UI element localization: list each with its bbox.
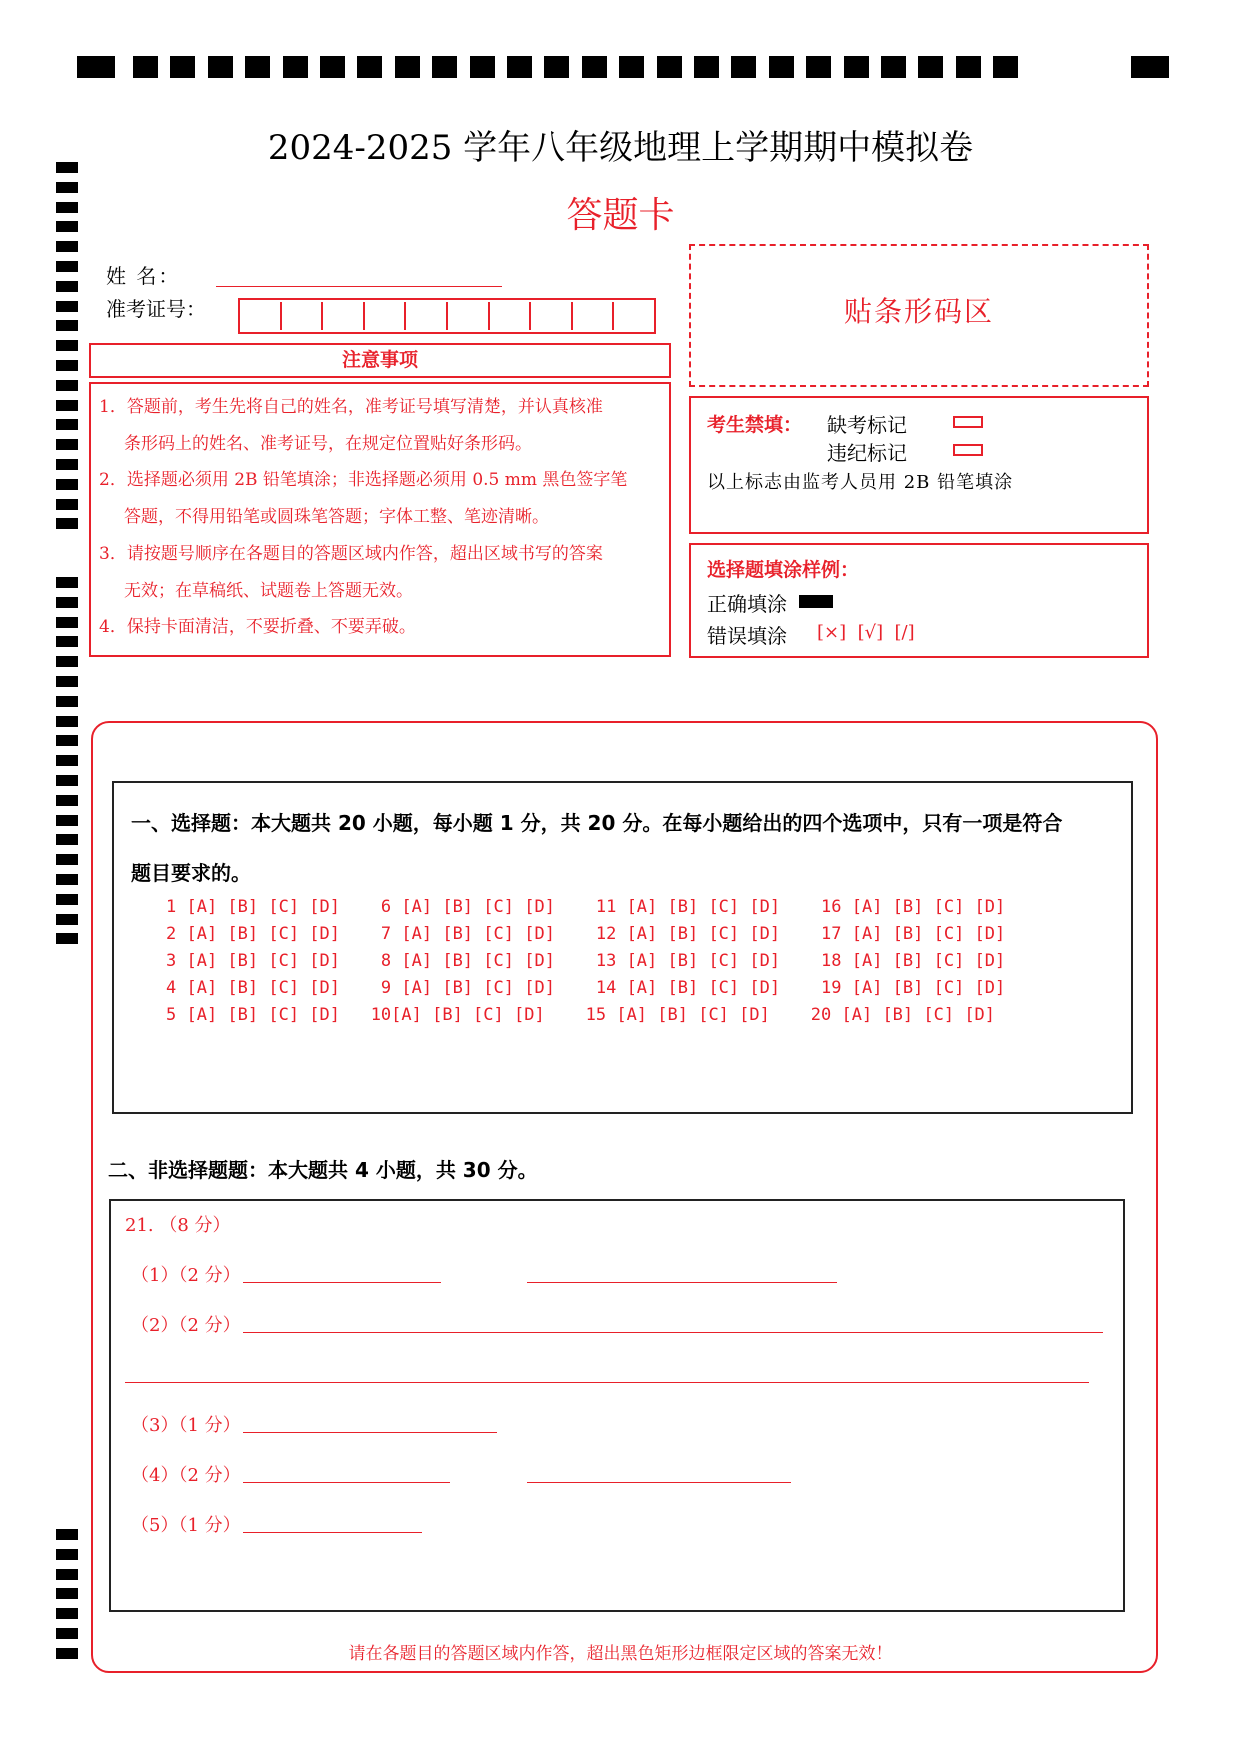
fill-example-panel xyxy=(689,543,1149,658)
choice-row[interactable]: 2 [A] [B] [C] [D] 7 [A] [B] [C] [D] 12 [A] [B] [C] [D] 17 [A] [B] [C] [D] xyxy=(166,924,1006,944)
timing-mark xyxy=(56,479,78,490)
timing-mark xyxy=(56,459,78,470)
prohibit-title: 考生禁填： xyxy=(707,414,803,436)
timing-mark xyxy=(170,56,195,78)
timing-mark xyxy=(133,56,158,78)
part-4-answer-line[interactable] xyxy=(243,1482,450,1483)
timing-mark xyxy=(56,419,78,430)
part-4-answer-line[interactable] xyxy=(527,1482,791,1483)
choice-row[interactable]: 3 [A] [B] [C] [D] 8 [A] [B] [C] [D] 13 [A] [B] [C] [D] 18 [A] [B] [C] [D] xyxy=(166,951,1006,971)
wrong-fill-label: 错误填涂 xyxy=(707,624,787,648)
timing-mark xyxy=(56,320,78,331)
timing-mark xyxy=(283,56,308,78)
timing-mark xyxy=(56,696,78,707)
absent-mark-box[interactable] xyxy=(953,416,983,428)
part-3-answer-line[interactable] xyxy=(243,1432,497,1433)
absent-label: 缺考标记 xyxy=(827,413,907,437)
timing-mark xyxy=(56,933,78,944)
section1-heading: 一、选择题：本大题共 20 小题，每小题 1 分，共 20 分。在每小题给出的四个选项中，只有一项是符合 xyxy=(131,811,1063,835)
timing-mark xyxy=(582,56,607,78)
timing-mark xyxy=(56,1569,78,1580)
name-label: 姓 名： xyxy=(106,264,181,288)
timing-mark xyxy=(56,676,78,687)
timing-mark xyxy=(806,56,831,78)
notice-line: 1．答题前，考生先将自己的姓名，准考证号填写清楚，并认真核准 xyxy=(99,397,603,417)
timing-mark xyxy=(544,56,569,78)
part-1-answer-line[interactable] xyxy=(527,1282,837,1283)
timing-mark xyxy=(56,617,78,628)
notice-title: 注意事项 xyxy=(89,343,671,378)
notice-line: 2．选择题必须用 2B 铅笔填涂；非选择题必须用 0.5 mm 黑色签字笔 xyxy=(99,470,628,490)
part-5-label: （5）（1 分） xyxy=(131,1515,241,1536)
timing-mark xyxy=(56,755,78,766)
timing-mark xyxy=(56,499,78,510)
part-1-answer-line[interactable] xyxy=(243,1282,441,1283)
multiple-choice-box xyxy=(112,781,1133,1114)
timing-mark xyxy=(731,56,756,78)
part-2-label: （2）（2 分） xyxy=(131,1315,241,1336)
timing-mark xyxy=(56,854,78,865)
section1-heading-cont: 题目要求的。 xyxy=(131,861,251,885)
violation-label: 违纪标记 xyxy=(827,441,907,465)
timing-mark xyxy=(56,241,78,252)
part-1-label: （1）（2 分） xyxy=(131,1265,241,1286)
notice-line: 答题，不得用铅笔或圆珠笔答题；字体工整、笔迹清晰。 xyxy=(124,507,549,527)
timing-mark xyxy=(1131,56,1169,78)
timing-mark xyxy=(56,874,78,885)
timing-mark xyxy=(56,1608,78,1619)
timing-mark xyxy=(208,56,233,78)
violation-mark-box[interactable] xyxy=(953,444,983,456)
timing-mark xyxy=(56,735,78,746)
timing-mark xyxy=(619,56,644,78)
timing-mark xyxy=(56,716,78,727)
part-2-answer-line[interactable] xyxy=(243,1332,1103,1333)
timing-mark xyxy=(56,1588,78,1599)
timing-mark xyxy=(956,56,981,78)
timing-mark xyxy=(56,400,78,411)
notice-line: 4．保持卡面清洁，不要折叠、不要弄破。 xyxy=(99,617,416,637)
name-field[interactable] xyxy=(216,286,502,287)
section2-heading: 二、非选择题题：本大题共 4 小题，共 30 分。 xyxy=(108,1158,538,1182)
timing-mark xyxy=(657,56,682,78)
part-3-label: （3）（1 分） xyxy=(131,1415,241,1436)
notice-panel xyxy=(89,382,671,657)
prohibit-panel xyxy=(689,396,1149,534)
timing-mark xyxy=(56,1549,78,1560)
timing-mark xyxy=(56,597,78,608)
timing-mark xyxy=(56,656,78,667)
correct-fill-label: 正确填涂 xyxy=(707,592,787,616)
timing-mark xyxy=(56,577,78,588)
timing-mark xyxy=(470,56,495,78)
timing-mark xyxy=(432,56,457,78)
timing-mark xyxy=(56,1628,78,1639)
id-label: 准考证号： xyxy=(106,297,206,321)
timing-mark xyxy=(56,795,78,806)
timing-mark xyxy=(56,775,78,786)
timing-mark xyxy=(56,360,78,371)
id-number-boxes[interactable] xyxy=(238,298,656,334)
timing-mark xyxy=(56,281,78,292)
timing-mark xyxy=(320,56,345,78)
timing-mark xyxy=(56,518,78,529)
question-21-title: 21. （8 分） xyxy=(125,1215,231,1236)
timing-mark xyxy=(993,56,1018,78)
timing-mark xyxy=(844,56,869,78)
prohibit-note: 以上标志由监考人员用 2B 铅笔填涂 xyxy=(707,472,1014,493)
timing-mark xyxy=(56,636,78,647)
choice-row[interactable]: 4 [A] [B] [C] [D] 9 [A] [B] [C] [D] 14 [A] [B] [C] [D] 19 [A] [B] [C] [D] xyxy=(166,978,1006,998)
timing-mark xyxy=(56,834,78,845)
notice-line: 无效；在草稿纸、试题卷上答题无效。 xyxy=(124,581,413,601)
timing-mark xyxy=(56,815,78,826)
choice-row[interactable]: 5 [A] [B] [C] [D] 10[A] [B] [C] [D] 15 [A] [B] [C] [D] 20 [A] [B] [C] [D] xyxy=(166,1005,996,1025)
timing-mark xyxy=(881,56,906,78)
question-21-box xyxy=(109,1199,1125,1612)
timing-mark xyxy=(56,894,78,905)
notice-line: 条形码上的姓名、准考证号，在规定位置贴好条形码。 xyxy=(124,434,532,454)
part-2-answer-line[interactable] xyxy=(125,1382,1089,1383)
timing-mark xyxy=(56,340,78,351)
timing-mark xyxy=(56,914,78,925)
correct-fill-sample xyxy=(799,595,833,608)
part-4-label: （4）（2 分） xyxy=(131,1465,241,1486)
timing-mark xyxy=(918,56,943,78)
notice-line: 3．请按题号顺序在各题目的答题区域内作答，超出区域书写的答案 xyxy=(99,544,603,564)
timing-mark xyxy=(56,380,78,391)
timing-mark xyxy=(769,56,794,78)
choice-row[interactable]: 1 [A] [B] [C] [D] 6 [A] [B] [C] [D] 11 [A] [B] [C] [D] 16 [A] [B] [C] [D] xyxy=(166,897,1006,917)
footer-warning: 请在各题目的答题区域内作答，超出黑色矩形边框限定区域的答案无效！ xyxy=(348,1644,893,1664)
timing-mark xyxy=(77,56,115,78)
timing-mark xyxy=(56,261,78,272)
wrong-fill-samples: [×] [√] [/] xyxy=(817,622,915,643)
timing-mark xyxy=(56,301,78,312)
page-subtitle: 答题卡 xyxy=(566,195,675,236)
timing-mark xyxy=(395,56,420,78)
page-title: 2024-2025 学年八年级地理上学期期中模拟卷 xyxy=(267,128,974,168)
fill-example-title: 选择题填涂样例： xyxy=(707,559,860,581)
timing-mark xyxy=(56,439,78,450)
part-5-answer-line[interactable] xyxy=(243,1532,422,1533)
timing-mark xyxy=(507,56,532,78)
timing-mark xyxy=(694,56,719,78)
timing-mark xyxy=(245,56,270,78)
barcode-area: 贴条形码区 xyxy=(689,244,1149,387)
timing-mark xyxy=(56,1529,78,1540)
timing-mark xyxy=(357,56,382,78)
